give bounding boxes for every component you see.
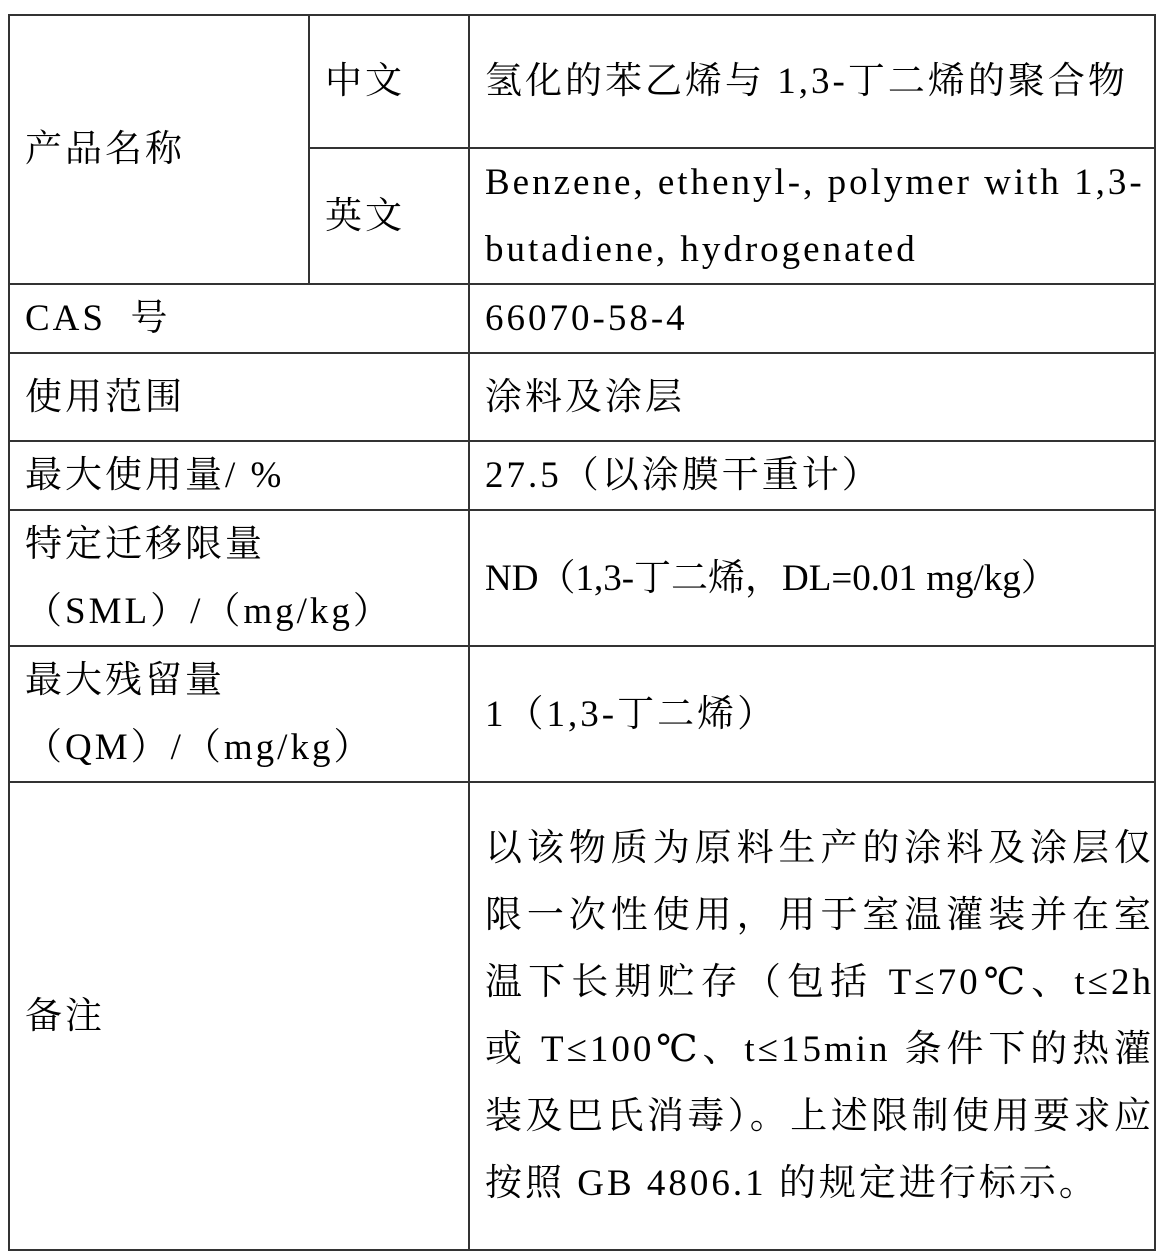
english-name-value: Benzene, ethenyl-, polymer with 1,3-butadiene, hydrogenated xyxy=(469,148,1155,284)
table-row-product-name-chinese xyxy=(9,15,1155,148)
sml-label xyxy=(9,510,469,646)
max-usage-value: 27.5（以涂膜干重计） xyxy=(469,441,1155,510)
qm-label-line2: （QM）/（mg/kg） xyxy=(25,727,374,768)
table-row-scope xyxy=(9,353,1155,441)
cas-label: CAS 号 xyxy=(9,284,469,353)
table-row-max-usage xyxy=(9,441,1155,510)
table-row-notes xyxy=(9,782,1155,1250)
qm-value: 1（1,3-丁二烯） xyxy=(469,646,1155,782)
sml-value: ND（1,3-丁二烯，DL=0.01 mg/kg） xyxy=(469,510,1155,646)
chinese-label: 中文 xyxy=(309,15,469,148)
scope-value: 涂料及涂层 xyxy=(469,353,1155,441)
qm-label-line1: 最大残留量 xyxy=(25,660,225,701)
cas-value: 66070-58-4 xyxy=(469,284,1155,353)
sml-label-line2: （SML）/（mg/kg） xyxy=(25,591,393,632)
notes-value: 以该物质为原料生产的涂料及涂层仅限一次性使用，用于室温灌装并在室温下长期贮存（包括 T≤70℃、t≤2h 或 T≤100℃、t≤15min 条件下的热灌装及巴氏消毒）。上述限制使用要求应按照 GB 4806.1 的规定进行标示。 xyxy=(469,782,1155,1250)
english-label: 英文 xyxy=(309,148,469,284)
table-row-sml xyxy=(9,510,1155,646)
max-usage-label: 最大使用量/ % xyxy=(9,441,469,510)
scope-label: 使用范围 xyxy=(9,353,469,441)
sml-label-line1: 特定迁移限量 xyxy=(25,524,265,565)
chinese-name-value: 氢化的苯乙烯与 1,3-丁二烯的聚合物 xyxy=(469,15,1155,148)
table-row-qm xyxy=(9,646,1155,782)
qm-label xyxy=(9,646,469,782)
notes-label: 备注 xyxy=(9,782,469,1250)
substance-spec-table xyxy=(8,14,1156,1251)
product-name-label: 产品名称 xyxy=(9,15,309,284)
table-row-cas xyxy=(9,284,1155,353)
